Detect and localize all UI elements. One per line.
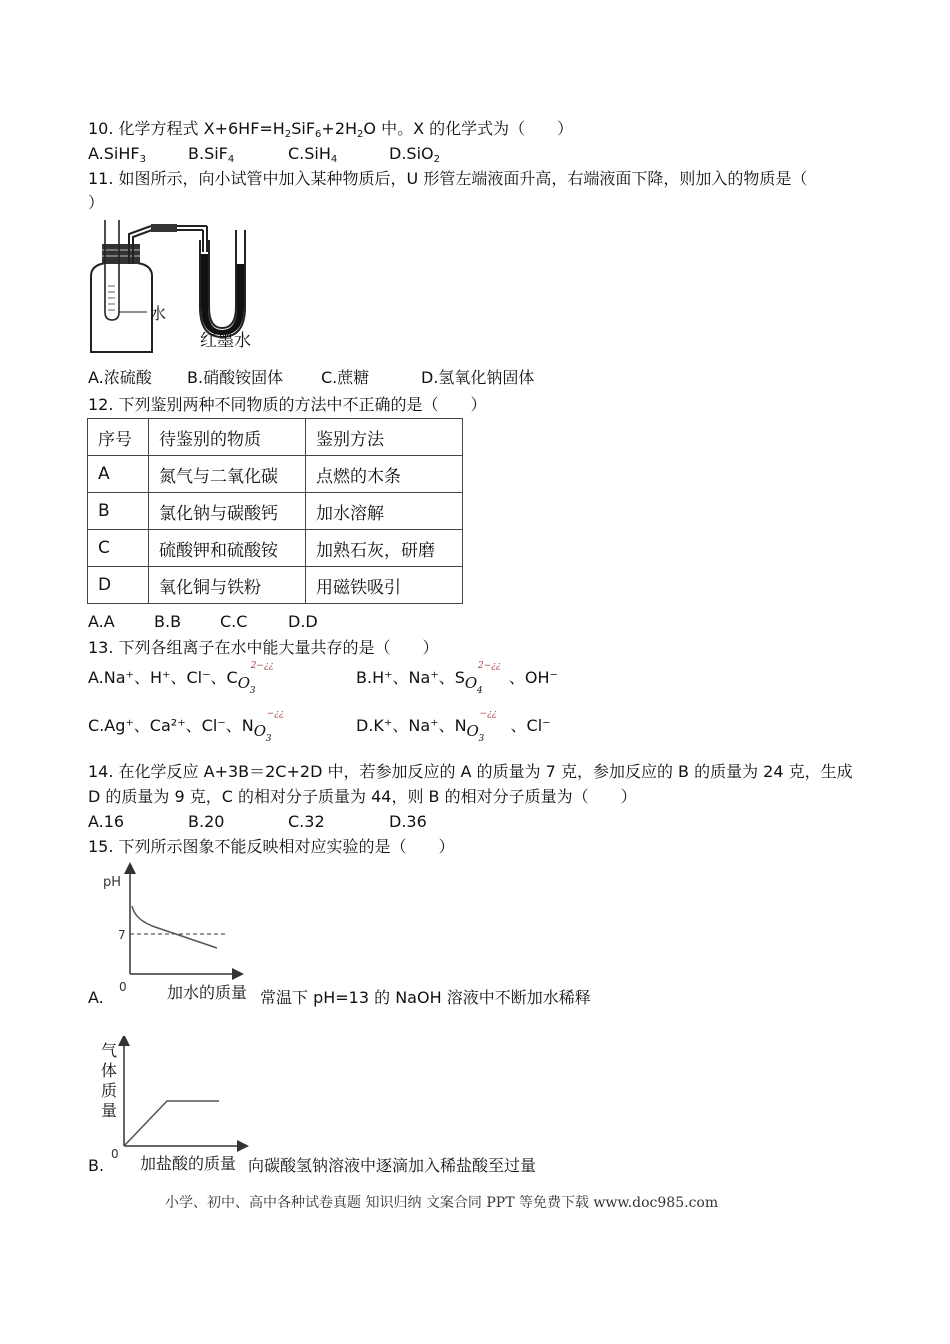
graph-a-letter[interactable]: A. <box>88 988 104 1007</box>
q14-option-d[interactable]: D.36 <box>389 812 427 831</box>
table-row <box>88 530 463 567</box>
table-cell: 氧化铜与铁粉 <box>149 567 306 604</box>
q11-option-c[interactable]: C.蔗糖 <box>321 368 370 387</box>
table-header-row <box>88 419 463 456</box>
q11-option-a[interactable]: A.浓硫酸 <box>88 368 152 387</box>
q14-option-c[interactable]: C.32 <box>288 812 325 831</box>
q11-stem: 11. 如图所示，向小试管中加入某种物质后，U 形管左端液面升高，右端液面下降，则加入的物质是（ <box>88 169 808 188</box>
q12-stem: 12. 下列鉴别两种不同物质的方法中不正确的是（ ） <box>88 395 487 414</box>
graph-b-curve <box>124 1101 219 1146</box>
q13-stem: 13. 下列各组离子在水中能大量共存的是（ ） <box>88 638 439 657</box>
q15-stem: 15. 下列所示图象不能反映相对应实验的是（ ） <box>88 837 455 856</box>
graph-a-curve <box>132 906 217 948</box>
q10-stem: 10. 化学方程式 $X+6HF=H_2SiF_6+2H_2O$ 中。X 的化学式为（ ） <box>88 119 574 140</box>
graph-a-ref-label: 7 <box>118 928 126 942</box>
table-header-cell: 待鉴别的物质 <box>149 419 306 456</box>
table-cell: 用磁铁吸引 <box>306 567 463 604</box>
table-cell: D <box>88 567 149 604</box>
page-footer: 小学、初中、高中各种试卷真题 知识归纳 文案合同 PPT 等免费下载 www.doc985.com <box>165 1195 719 1211</box>
q11-stem-cont: ） <box>88 193 105 212</box>
q10-option-a[interactable]: A.SiHF$_3$ <box>88 144 146 165</box>
q14-option-b[interactable]: B.20 <box>188 812 225 831</box>
q13-option-b[interactable]: B.H⁺、Na⁺、S O 4 2−¿¿ 、OH⁻ <box>356 661 558 696</box>
q12-option-d[interactable]: D.D <box>288 612 318 631</box>
q11-option-b[interactable]: B.硝酸铵固体 <box>187 368 284 387</box>
q12-option-a[interactable]: A.A <box>88 612 115 631</box>
graph-a-ylabel: pH <box>103 875 122 890</box>
q12-option-b[interactable]: B.B <box>154 612 182 631</box>
table-header-cell: 鉴别方法 <box>306 419 463 456</box>
graph-b-caption: 向碳酸氢钠溶液中逐滴加入稀盐酸至过量 <box>248 1156 537 1175</box>
graph-b-ylabel: 气体质量 <box>101 1041 118 1120</box>
table-row <box>88 567 463 604</box>
graph-b-xlabel: 加盐酸的质量 <box>140 1154 237 1173</box>
table-cell: 点燃的木条 <box>306 456 463 493</box>
table-cell: 氮气与二氧化碳 <box>149 456 306 493</box>
q13-option-c[interactable]: C.Ag⁺、Ca²⁺、Cl⁻、N O 3 −¿¿ <box>88 709 284 744</box>
q12-option-c[interactable]: C.C <box>220 612 248 631</box>
graph-a <box>95 862 255 1002</box>
q13-option-d[interactable]: D.K⁺、Na⁺、N O 3 −¿¿ 、Cl⁻ <box>356 709 551 744</box>
q14-option-a[interactable]: A.16 <box>88 812 125 831</box>
table-cell: 加熟石灰，研磨 <box>306 530 463 567</box>
graph-b-origin: 0 <box>111 1147 119 1161</box>
graph-a-caption: 常温下 pH=13 的 NaOH 溶液中不断加水稀释 <box>260 988 591 1007</box>
graph-a-origin: 0 <box>119 980 127 994</box>
q11-option-d[interactable]: D.氢氧化钠固体 <box>421 368 535 387</box>
graph-a-xlabel: 加水的质量 <box>167 983 248 1002</box>
q10-option-b[interactable]: B.SiF$_4$ <box>188 144 235 165</box>
q14-stem: 14. 在化学反应 A+3B＝2C+2D 中，若参加反应的 A 的质量为 7 克，参加反应的 B 的质量为 24 克，生成 <box>88 762 853 781</box>
q10-option-d[interactable]: D.SiO$_2$ <box>389 144 440 165</box>
q10-option-c[interactable]: C.SiH$_4$ <box>288 144 338 165</box>
label-red-ink: 红墨水 <box>200 331 251 351</box>
table-cell: 硫酸钾和硫酸铵 <box>149 530 306 567</box>
table-row <box>88 456 463 493</box>
label-water: 水 <box>150 304 167 323</box>
table-cell: 加水溶解 <box>306 493 463 530</box>
table-cell: C <box>88 530 149 567</box>
q13-option-a[interactable]: A.Na⁺、H⁺、Cl⁻、C O 3 2−¿¿ <box>88 661 274 696</box>
q12-table <box>87 418 463 604</box>
table-cell: 氯化钠与碳酸钙 <box>149 493 306 530</box>
table-cell: B <box>88 493 149 530</box>
table-cell: A <box>88 456 149 493</box>
table-row <box>88 493 463 530</box>
table-header-cell: 序号 <box>88 419 149 456</box>
q14-stem-cont: D 的质量为 9 克，C 的相对分子质量为 44，则 B 的相对分子质量为（ ） <box>88 787 637 806</box>
graph-b <box>100 1036 250 1164</box>
graph-b-letter[interactable]: B. <box>88 1156 105 1175</box>
